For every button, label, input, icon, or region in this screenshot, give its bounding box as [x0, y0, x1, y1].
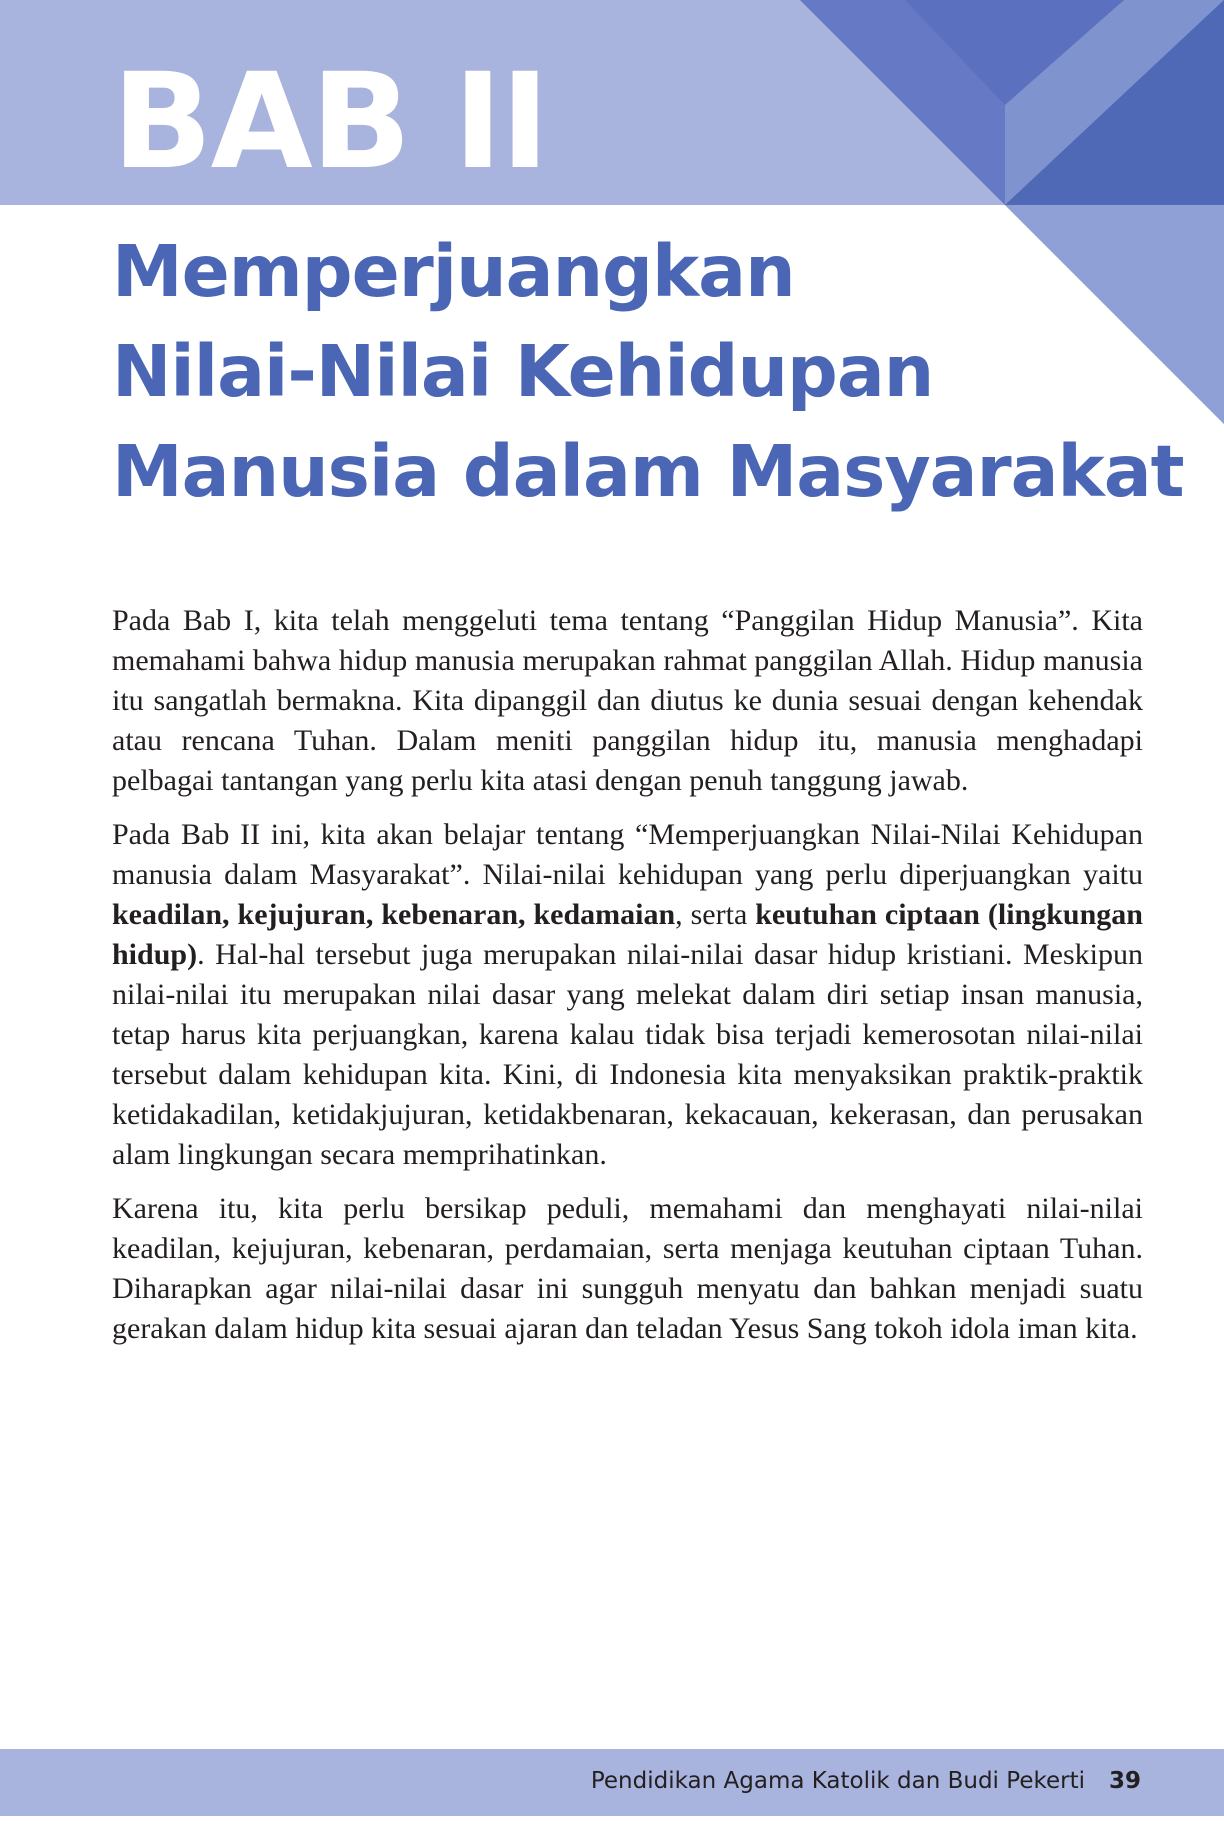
book-title: Pendidikan Agama Katolik dan Budi Pekerti [590, 1768, 1085, 1794]
page-number: 39 [1108, 1768, 1141, 1794]
chapter-label: BAB II [112, 45, 548, 199]
values-emphasis: keadilan, kejujuran, kebenaran, kedamaian [112, 898, 676, 931]
title-line: Manusia dalam Masyarakat [112, 430, 1184, 513]
chapter-title [112, 222, 1184, 522]
paragraph-1: Pada Bab I, kita telah menggeluti tema tentang “Panggilan Hidup Manusia”. Kita memahami bahwa hidup manusia merupakan rahmat panggilan Allah. Hidup manusia itu sangatlah bermakna. Kita dipanggil dan diutus ke dunia sesuai dengan kehendak atau rencana Tuhan. Dalam meniti panggilan hidup itu, manusia menghadapi pelbagai tantangan yang perlu kita atasi dengan penuh tanggung jawab. [112, 604, 1143, 797]
footer [591, 1763, 1141, 1799]
paragraph-2-text: Pada Bab II ini, kita akan belajar tentang “Memperjuangkan Nilai-Nilai Kehidupan manusia dalam Masyarakat”. Nilai-nilai kehidupan yang perlu diperjuangkan yaitu [112, 818, 1143, 891]
body-text [112, 601, 1143, 1363]
paragraph-2-text: . Hal-hal tersebut juga merupakan nilai-nilai dasar hidup kristiani. Meskipun nilai-nilai itu merupakan nilai dasar yang melekat dalam diri setiap insan manusia, tetap harus kita perjuangkan, karena kalau tidak bisa terjadi kemerosotan nilai-nilai tersebut dalam kehidupan kita. Kini, di Indonesia kita menyaksikan praktik-praktik ketidakadilan, ketidakjujuran, ketidakbenaran, kekacauan, kekerasan, dan perusakan alam lingkungan secara memprihatinkan. [112, 938, 1143, 1171]
paragraph-2-text: , serta [675, 898, 756, 931]
paragraph-3: Karena itu, kita perlu bersikap peduli, memahami dan menghayati nilai-nilai keadilan, kejujuran, kebenaran, perdamaian, serta menjaga keutuhan ciptaan Tuhan. Diharapkan agar nilai-nilai dasar ini sungguh menyatu dan bahkan menjadi suatu gerakan dalam hidup kita sesuai ajaran dan teladan Yesus Sang tokoh idola iman kita. [112, 1192, 1143, 1345]
title-line: Nilai-Nilai Kehidupan [112, 330, 934, 413]
title-line: Memperjuangkan [112, 230, 795, 313]
creation-emphasis: keutuhan ciptaan (lingkungan hidup) [112, 898, 1143, 971]
paragraph-2 [112, 815, 1143, 1175]
